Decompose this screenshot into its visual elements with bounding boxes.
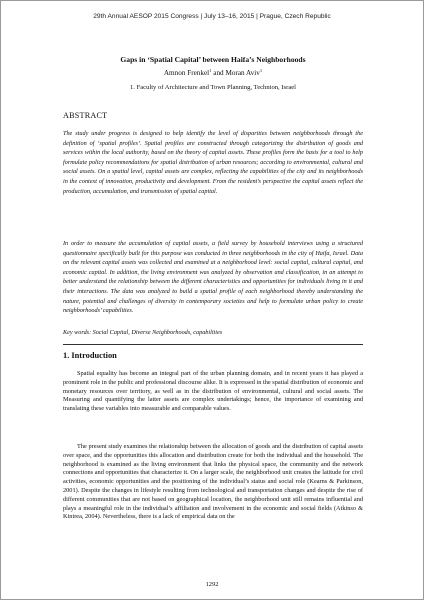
author-name: Amnon Frenkel bbox=[163, 69, 210, 77]
section-divider bbox=[63, 344, 363, 345]
abstract-paragraph: In order to measure the accumulation of capital assets, a field survey by household interviews using a structured questionnaire specifically built for this purpose was conducted in three neighborhoods in the city of Haifa, Israel. Data on the relevant capital assets was collected and examined at a neighborhood level: social capital, cultural capital, and economic capital. In addition, the living environment was analyzed by observation and classification, in an attempt to better understand the relationship between the different characteristics and opportunities for individuals living in it and their interactions. The data was analyzed to build a spatial profile of each neighborhood thereby understanding the nature, potential and challenges of diversity in contemporary societies and help to formulate urban policy to create neighborhoods’ capabilities. bbox=[63, 240, 363, 315]
author-name: Moran Aviv bbox=[225, 69, 260, 77]
paper-title: Gaps in ‘Spatial Capital’ between Haifa’s Neighborhoods bbox=[120, 55, 306, 64]
affiliation: 1. Faculty of Architecture and Town Planning, Technion, Israel bbox=[129, 84, 297, 91]
page-number: 1292 bbox=[205, 581, 219, 588]
affiliation-marker: 1 bbox=[209, 68, 212, 73]
conference-header: 29th Annual AESOP 2015 Congress | July 13–16, 2015 | Prague, Czech Republic bbox=[93, 13, 331, 20]
body-paragraph: The present study examines the relationship between the allocation of goods and the distribution of capital assets over space, and the opportunities this allocation and distribution create for both the individual and the household. The neighborhood is examined as the living environment that links the physical space, the community and the network connections and opportunities that characterize it. On a larger scale, the neighborhood unit creates the latitude for civil activities, economic opportunities and the positioning of the individual’s status and social role (Kearns & Parkinson, 2001). Despite the changes in lifestyle resulting from technological and transportation changes and despite the rise of different communities that are not based on geographical location, the neighborhood unit still remains influential and plays a meaningful role in the individual’s affiliation and involvement in the economic and social fields (Atkinso & Kintrea, 2004). Nevertheless, there is a lack of empirical data on the bbox=[63, 443, 363, 521]
keywords: Key words: Social Capital, Diverse Neighborhoods, capabilities bbox=[63, 329, 223, 336]
body-paragraph: Spatial equality has become an integral part of the urban planning domain, and in recent years it has played a prominent role in the public and professional discourse alike. It is expressed in the spatial distribution of economic and monetary resources over territory, as well as in the distribution of environmental, cultural and social assets. The Measuring and quantifying the latter assets are complex undertakings; hence, the importance of examining and translating these variables into measurable and comparable values. bbox=[63, 370, 363, 413]
section-heading: 1. Introduction bbox=[63, 351, 117, 360]
abstract-heading: ABSTRACT bbox=[63, 111, 108, 120]
abstract-paragraph: The study under progress is designed to help identify the level of disparities between neighborhoods through the definition of ‘spatial profiles’. Spatial profiles are constructed through categorizing the distribution of goods and services within the local authority, based on the theory of capital assets. These profiles form the basis for a tool to help formulate policy recommendations for spatial distribution of urban resources; according to environmental, cultural and social assets. On a spatial level, capital assets are complex, reflecting the capabilities of the city and its neighborhoods in the context of innovation, productivity and development. From the resident’s perspective the capital assets reflect the production, accumulation, and transmission of spatial capital. bbox=[63, 130, 363, 195]
author-line bbox=[63, 69, 363, 77]
author-conjunction: and bbox=[211, 69, 226, 77]
affiliation-marker: 1 bbox=[259, 68, 263, 73]
